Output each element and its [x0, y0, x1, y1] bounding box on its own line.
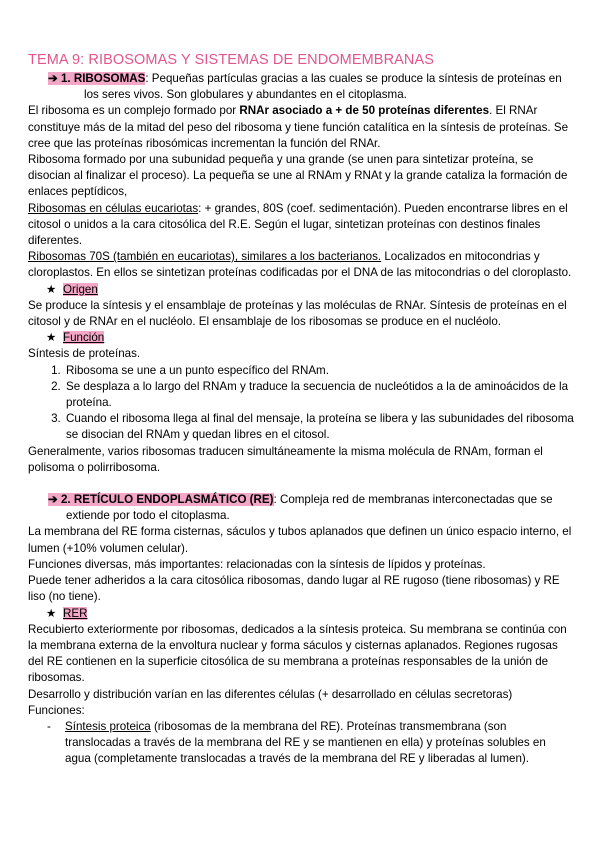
star-icon: ★ — [46, 331, 57, 345]
paragraph: Desarrollo y distribución varían en las diferentes células (+ desarrollado en células secretoras) — [28, 687, 513, 701]
numbered-list — [28, 363, 574, 444]
paragraph: Funciones diversas, más importantes: relacionadas con la síntesis de lípidos y proteínas. — [28, 557, 486, 571]
document-title: TEMA 9: RIBOSOMAS Y SISTEMAS DE ENDOMEMBRANAS — [28, 52, 435, 68]
paragraph: Se produce la síntesis y el ensamblaje de proteínas y las moléculas de RNAr. Síntesis de proteínas en el citosol y de RNAr en el nucléolo. El ensamblaje de los ribosomas se produce en el nucléolo. — [28, 298, 567, 329]
subheading-funcion — [28, 330, 574, 346]
spacer — [28, 476, 574, 492]
dash-list — [28, 719, 574, 768]
subheading-label: RER — [63, 606, 88, 620]
list-item: - Síntesis proteica (ribosomas de la membrana del RE). Proteínas transmembrana (son translocadas a través de la membrana del RE y se mantienen en ella) y proteínas solubles en agua (completamente translocadas a través de la membrana del RE y liberadas al lumen). — [47, 719, 546, 766]
section-heading-re: ➔ 2. RETÍCULO ENDOPLASMÁTICO (RE) — [48, 493, 274, 507]
subheading-label: Origen — [63, 282, 98, 296]
dash-bullet: - — [47, 719, 51, 733]
paragraph: Ribosoma formado por una subunidad pequeña y una grande (se unen para sintetizar proteína, se disocian al finalizar el proceso). La pequeña se une al RNAm y RNAt y la grande cataliza la formación de enlaces peptídicos, — [28, 153, 568, 199]
paragraph: Ribosomas en células eucariotas: + grandes, 80S (coef. sedimentación). Pueden encontrarse libres en el citosol o unidos a la cara citosólica del R.E. Según el lugar, sintetizan proteínas con destinos finales diferentes. — [28, 201, 568, 248]
list-item: 1. Ribosoma se une a un punto específico del RNAm. — [64, 363, 574, 379]
paragraph: Generalmente, varios ribosomas traducen simultáneamente la misma molécula de RNAm, forman el polisoma o polirribosoma. — [28, 444, 543, 474]
paragraph: Puede tener adheridos a la cara citosólica ribosomas, dando lugar al RE rugoso (tiene ribosomas) y RE liso (no tiene). — [28, 574, 560, 604]
paragraph: El ribosoma es un complejo formado por RNAr asociado a + de 50 proteínas diferentes. El RNAr constituye más de la mitad del peso del ribosoma y tiene función catalítica en la síntesis de proteínas. Se cree que las proteínas ribosómicas incrementan la función del RNAr. — [28, 104, 569, 150]
re-intro-text: : Compleja red de membranas interconectadas que se extiende por todo el citoplasma. — [66, 493, 553, 523]
arrow-icon: ➔ — [48, 493, 58, 507]
subheading-rer — [28, 606, 574, 622]
paragraph: Recubierto exteriormente por ribosomas, dedicados a la síntesis proteica. Su membrana se continúa con la membrana externa de la envoltura nuclear y forma sáculos y cisternas aplanados. Regiones rugosas del RE contienen en la superficie citosólica de su membrana a proteínas responsables de la unión de ribosomas. — [28, 622, 567, 685]
section-ribosomas-intro — [28, 71, 574, 103]
arrow-icon: ➔ — [48, 72, 58, 85]
section-heading-ribosomas: ➔ 1. RIBOSOMAS — [48, 72, 146, 85]
star-icon: ★ — [46, 606, 57, 620]
paragraph: Funciones: — [28, 703, 85, 717]
section-re-intro — [28, 492, 574, 524]
paragraph: Síntesis de proteínas. — [28, 347, 141, 361]
list-item: 3. Cuando el ribosoma llega al final del mensaje, la proteína se libera y las subunidades del ribosoma se disocian del RNAm y quedan libres en el citosol. — [64, 411, 574, 443]
star-icon: ★ — [46, 282, 57, 296]
bold-phrase: RNAr asociado a + de 50 proteínas diferentes — [239, 104, 490, 118]
underlined-term: Ribosomas 70S (también en eucariotas), similares a los bacterianos. — [28, 250, 382, 264]
subheading-label: Función — [63, 331, 105, 345]
list-item: 2. Se desplaza a lo largo del RNAm y traduce la secuencia de nucleótidos a la de aminoácidos de la proteína. — [64, 379, 574, 411]
underlined-term: Síntesis proteica — [65, 719, 151, 733]
underlined-term: Ribosomas en células eucariotas — [28, 201, 199, 215]
paragraph: La membrana del RE forma cisternas, sáculos y tubos aplanados que definen un único espacio interno, el lumen (+10% volumen celular). — [28, 525, 572, 555]
paragraph: Ribosomas 70S (también en eucariotas), similares a los bacterianos. Localizados en mitocondrias y cloroplastos. En ellos se sintetizan proteínas codificadas por el DNA de las mitocondrias o del cloroplasto. — [28, 250, 572, 280]
subheading-origen — [28, 282, 574, 298]
ribosomas-intro-text: : Pequeñas partículas gracias a las cuales se produce la síntesis de proteínas en los seres vivos. Son globulares y abundantes en el citoplasma. — [84, 72, 562, 102]
